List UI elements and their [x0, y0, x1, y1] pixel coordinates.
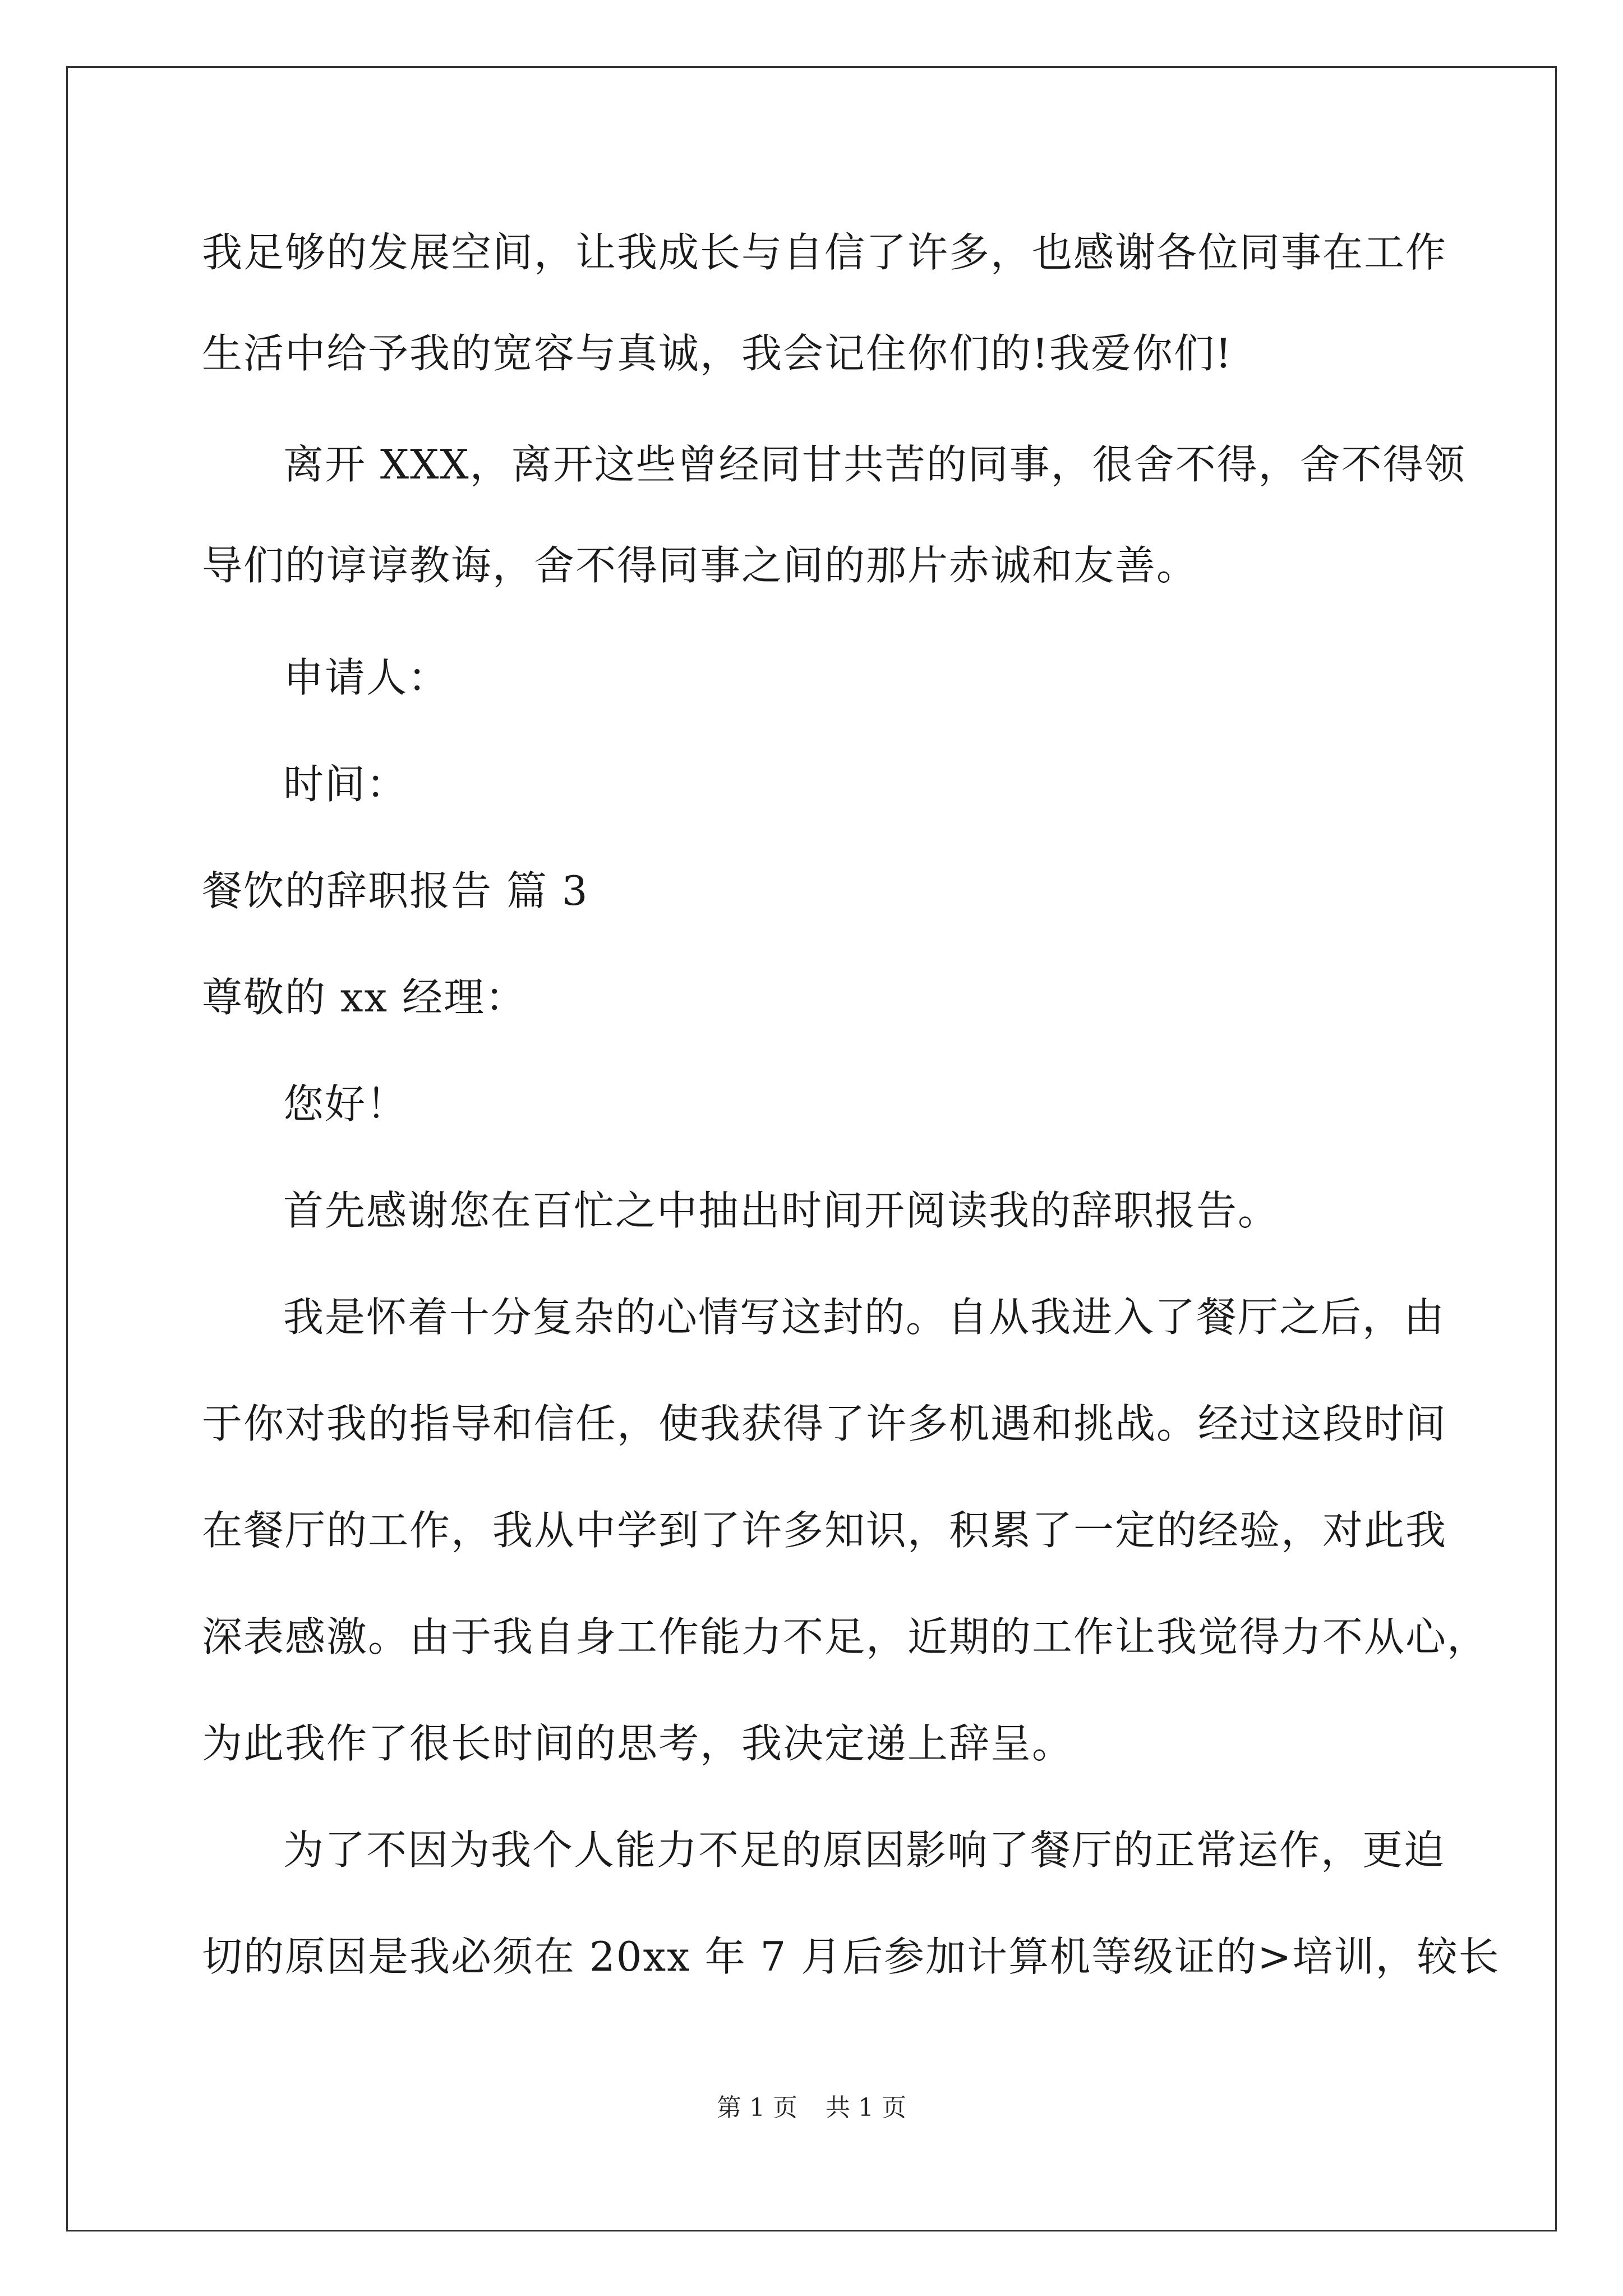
- section-heading: 餐饮的辞职报告 篇 3: [202, 867, 589, 914]
- page-border: [66, 66, 1557, 2231]
- body-text-line: 离开 XXX，离开这些曾经同甘共苦的同事，很舍不得，舍不得领: [283, 441, 1466, 488]
- page-footer: [0, 2092, 1623, 2124]
- body-text-line: 生活中给予我的宽容与真诚，我会记住你们的!我爱你们!: [202, 330, 1233, 377]
- body-text-line: 深表感激。由于我自身工作能力不足，近期的工作让我觉得力不从心，: [202, 1613, 1489, 1660]
- body-text-line: 为了不因为我个人能力不足的原因影响了餐厅的正常运作，更迫: [283, 1826, 1446, 1874]
- salutation: 尊敬的 xx 经理：: [202, 974, 527, 1021]
- page-number: 第 1 页: [717, 2093, 797, 2122]
- date-label: 时间：: [283, 761, 408, 808]
- body-text-line: 导们的谆谆教诲，舍不得同事之间的那片赤诚和友善。: [202, 542, 1198, 589]
- body-text-line: 我是怀着十分复杂的心情写这封的。自从我进入了餐厅之后，由: [283, 1294, 1446, 1341]
- body-text-line: 切的原因是我必须在 20xx 年 7 月后参加计算机等级证的>培训，较长: [202, 1933, 1500, 1980]
- body-text-line: 于你对我的指导和信任，使我获得了许多机遇和挑战。经过这段时间: [202, 1400, 1447, 1447]
- body-text-line: 首先感谢您在百忙之中抽出时间开阅读我的辞职报告。: [283, 1187, 1280, 1234]
- applicant-label: 申请人：: [283, 654, 450, 701]
- page-total: 共 1 页: [826, 2093, 906, 2122]
- body-text-line: 在餐厅的工作，我从中学到了许多知识，积累了一定的经验，对此我: [202, 1507, 1447, 1554]
- body-text-line: 我足够的发展空间，让我成长与自信了许多，也感谢各位同事在工作: [202, 229, 1447, 276]
- greeting: 您好！: [283, 1080, 408, 1128]
- body-text-line: 为此我作了很长时间的思考，我决定递上辞呈。: [202, 1720, 1074, 1767]
